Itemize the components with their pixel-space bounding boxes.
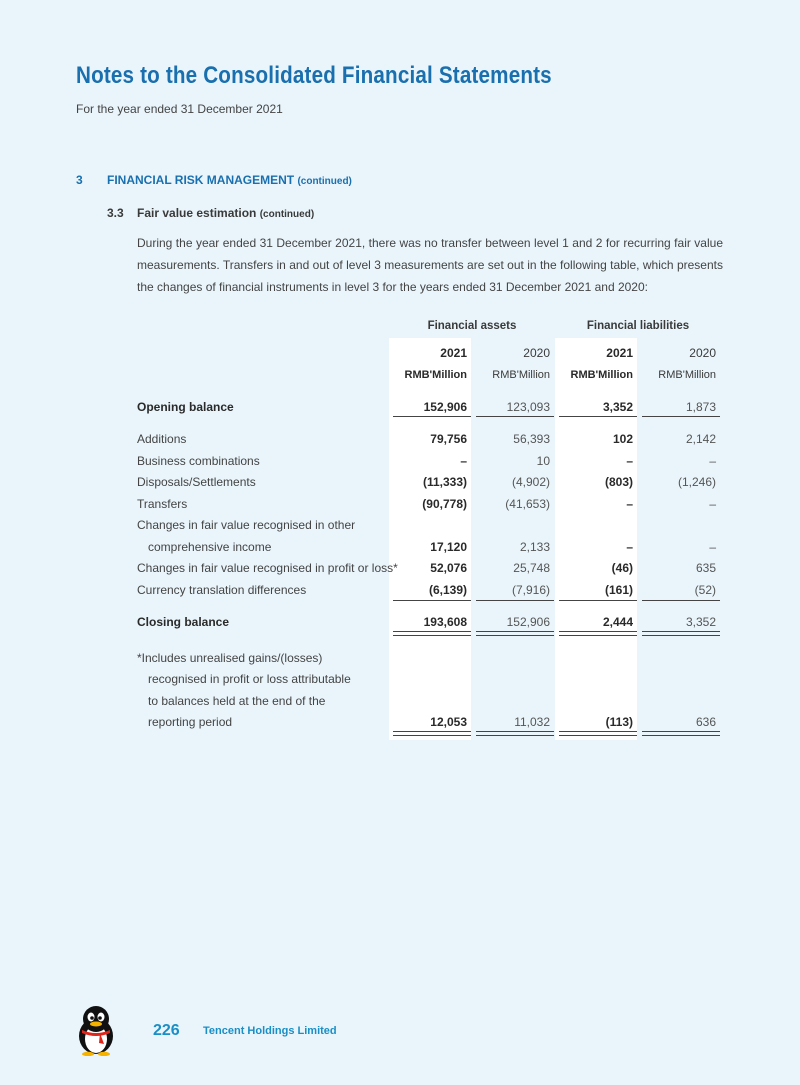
page-number: 226 <box>153 1022 180 1039</box>
table-cell: (90,778) <box>422 497 467 511</box>
table-cell: 152,906 <box>423 400 467 414</box>
row-label-additions: Additions <box>137 432 187 446</box>
year-header: 2020 <box>523 346 550 360</box>
column-highlight <box>555 338 637 740</box>
double-rule <box>393 631 471 636</box>
rule <box>476 416 554 417</box>
rule <box>393 600 471 601</box>
table-cell: – <box>626 540 633 554</box>
table-cell: – <box>626 497 633 511</box>
group-header-liabilities: Financial liabilities <box>586 320 690 332</box>
table-cell: 79,756 <box>430 432 467 446</box>
row-label-profit-loss: Changes in fair value recognised in profit or loss* <box>137 561 398 575</box>
page-title: Notes to the Consolidated Financial Statements <box>76 62 552 89</box>
table-cell: 102 <box>612 432 633 446</box>
rule <box>476 600 554 601</box>
row-label-oci: comprehensive income <box>148 540 272 554</box>
unit-header: RMB'Million <box>492 369 550 381</box>
rule <box>393 416 471 417</box>
table-cell: (11,333) <box>422 475 467 489</box>
table-cell: 152,906 <box>506 615 550 629</box>
note-label-line3: to balances held at the end of the <box>148 694 326 708</box>
unit-header: RMB'Million <box>404 369 467 381</box>
year-header: 2021 <box>440 346 467 360</box>
unit-header: RMB'Million <box>570 369 633 381</box>
table-cell: (7,916) <box>511 583 550 597</box>
table-cell: 17,120 <box>430 540 467 554</box>
year-header: 2021 <box>606 346 633 360</box>
rule <box>642 600 720 601</box>
note-label-line2: recognised in profit or loss attributable <box>148 672 351 686</box>
table-cell: 3,352 <box>602 400 633 414</box>
table-cell: – <box>709 454 716 468</box>
group-header-assets: Financial assets <box>427 320 517 332</box>
page-subtitle: For the year ended 31 December 2021 <box>76 102 283 116</box>
table-cell: (113) <box>605 715 633 729</box>
table-cell: 123,093 <box>506 400 550 414</box>
company-name: Tencent Holdings Limited <box>203 1025 337 1037</box>
table-cell: 635 <box>695 561 716 575</box>
table-cell: (6,139) <box>428 583 467 597</box>
row-label-transfers: Transfers <box>137 497 188 511</box>
double-rule <box>476 731 554 736</box>
row-label-disposals: Disposals/Settlements <box>137 475 256 489</box>
row-label-closing: Closing balance <box>137 615 230 629</box>
table-cell: (52) <box>694 583 716 597</box>
section-continued: (continued) <box>297 176 352 187</box>
rule <box>559 600 637 601</box>
table-cell: 11,032 <box>514 715 550 729</box>
table-cell: (46) <box>611 561 633 575</box>
row-label-oci-line1: Changes in fair value recognised in other <box>137 518 356 532</box>
table-cell: 2,133 <box>519 540 550 554</box>
table-cell: 1,873 <box>685 400 716 414</box>
unit-header: RMB'Million <box>658 369 716 381</box>
note-label-line1: *Includes unrealised gains/(losses) <box>137 651 323 665</box>
subsection-continued: (continued) <box>259 209 315 220</box>
double-rule <box>476 631 554 636</box>
double-rule <box>642 631 720 636</box>
year-header: 2020 <box>689 346 716 360</box>
table-cell: 2,444 <box>602 615 633 629</box>
table-cell: (4,902) <box>511 475 550 489</box>
table-cell: 52,076 <box>430 561 467 575</box>
table-cell: 2,142 <box>685 432 716 446</box>
table-cell: – <box>709 497 716 511</box>
table-cell: 10 <box>536 454 550 468</box>
subsection-number: 3.3 <box>107 206 124 220</box>
row-label-business: Business combinations <box>137 454 260 468</box>
note-label-line4: reporting period <box>148 715 233 729</box>
double-rule <box>642 731 720 736</box>
table-cell: 193,608 <box>423 615 467 629</box>
table-cell: – <box>626 454 633 468</box>
table-cell: (803) <box>604 475 633 489</box>
double-rule <box>559 731 637 736</box>
section-number: 3 <box>76 173 83 187</box>
qq-penguin-icon <box>74 1004 118 1056</box>
intro-paragraph: During the year ended 31 December 2021, there was no transfer between level 1 and 2 for recurring fair value measurements. Transfers in and out of level 3 measurements are set out in the following table, which presents the changes of financial instruments in level 3 for the years ended 31 December 2021 and 2020: <box>137 236 723 294</box>
rule <box>559 416 637 417</box>
table-cell: (161) <box>604 583 633 597</box>
table-cell: 3,352 <box>685 615 716 629</box>
section-title: FINANCIAL RISK MANAGEMENT <box>107 173 295 187</box>
table-cell: 25,748 <box>513 561 550 575</box>
table-cell: 636 <box>695 715 716 729</box>
table-cell: – <box>709 540 716 554</box>
table-cell: (1,246) <box>677 475 716 489</box>
rule <box>642 416 720 417</box>
subsection-title: Fair value estimation <box>137 206 257 220</box>
column-highlight <box>389 338 471 740</box>
double-rule <box>559 631 637 636</box>
table-cell: (41,653) <box>505 497 550 511</box>
row-label-currency: Currency translation differences <box>137 583 307 597</box>
table-cell: – <box>460 454 467 468</box>
table-cell: 56,393 <box>513 432 550 446</box>
row-label-opening: Opening balance <box>137 400 234 414</box>
table-cell: 12,053 <box>430 715 467 729</box>
double-rule <box>393 731 471 736</box>
